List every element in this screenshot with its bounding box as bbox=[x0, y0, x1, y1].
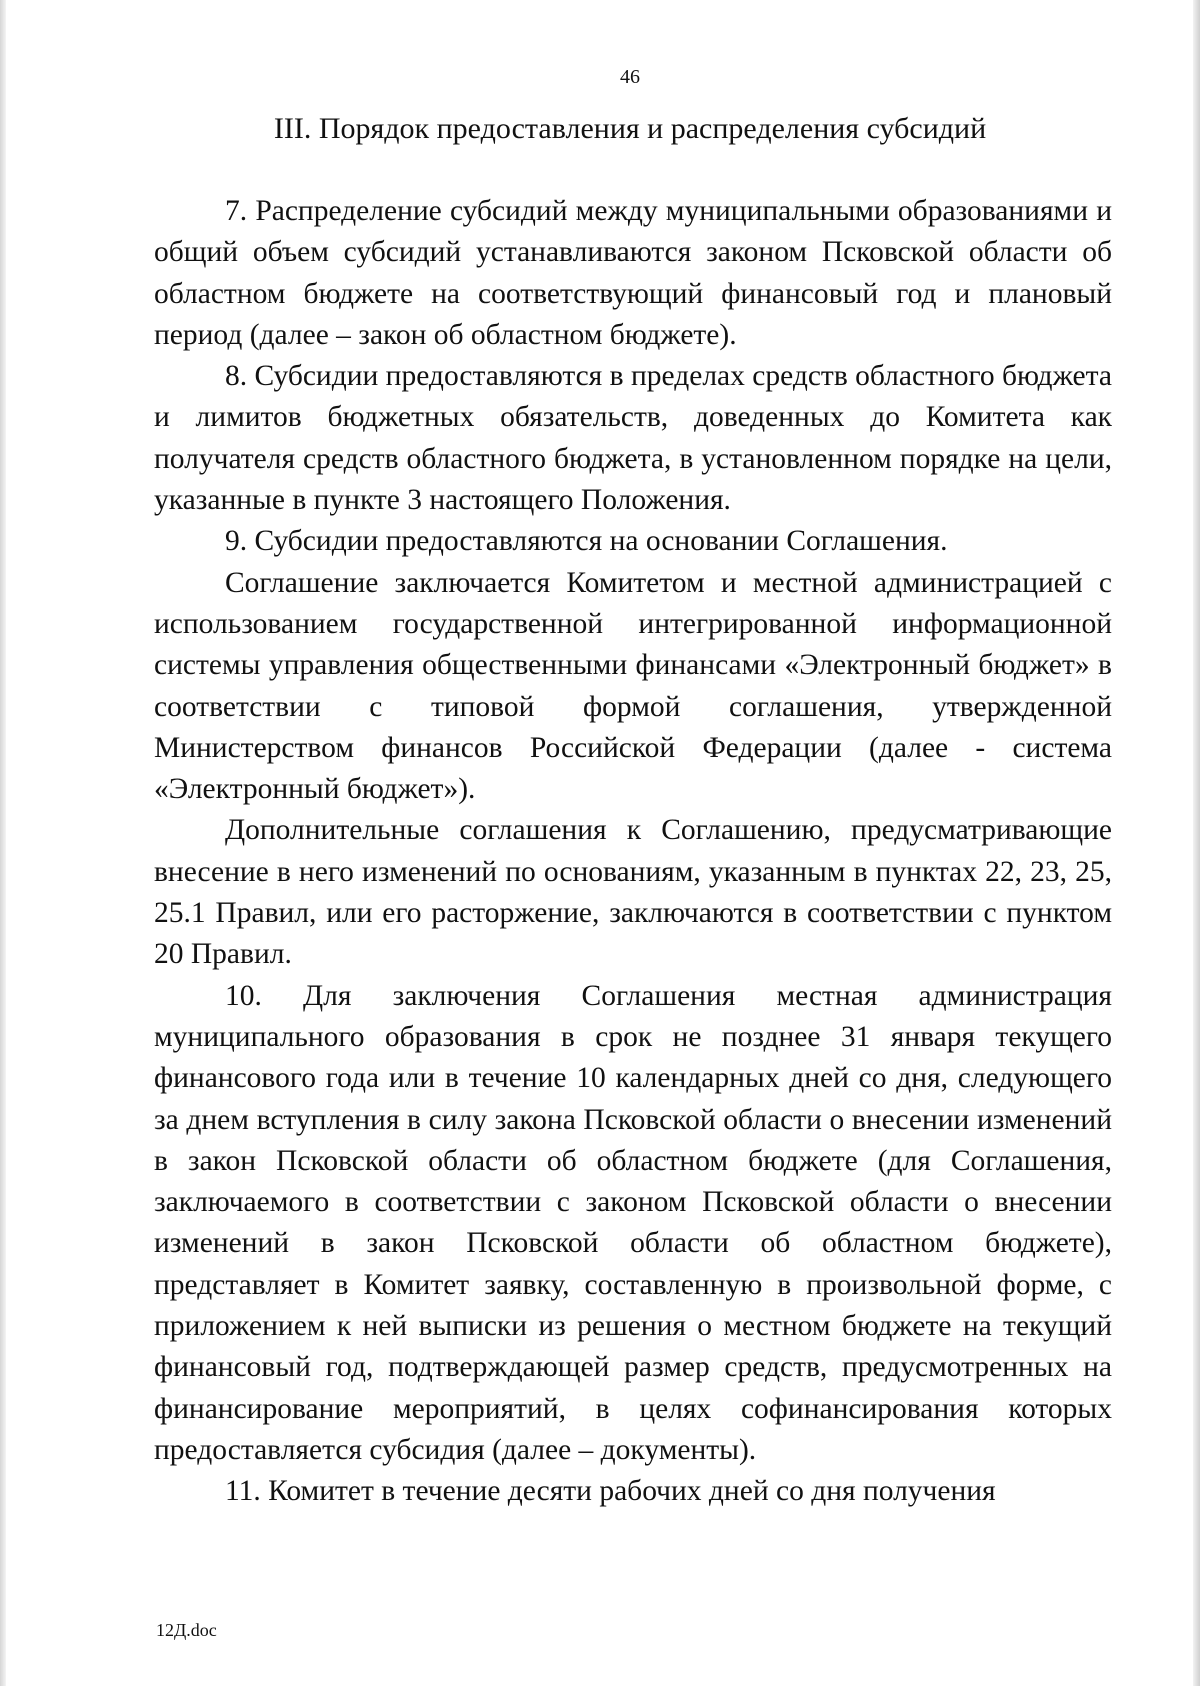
paragraph-agreement: Соглашение заключается Комитетом и местной администрацией с использованием государственной интегрированной информационной системы управления общественными финансами «Электронный бюджет» в соответствии с типовой формой соглашения, утвержденной Министерством финансов Российской Федерации (далее - система «Электронный бюджет»). bbox=[154, 566, 1112, 806]
paragraph-11: 11. Комитет в течение десяти рабочих дней со дня получения bbox=[225, 1475, 996, 1508]
paragraph-additional-agreements: Дополнительные соглашения к Соглашению, предусматривающие внесение в него изменений по основаниям, указанным в пунктах 22, 23, 25, 25.1 Правил, или его расторжение, заключаются в соответствии с пунктом 20 Правил. bbox=[154, 814, 1112, 971]
scan-edge-left bbox=[0, 0, 6, 1686]
paragraph-8: 8. Субсидии предоставляются в пределах средств областного бюджета и лимитов бюджетных обязательств, доведенных до Комитета как получателя средств областного бюджета, в установленном порядке на цели, указанные в пункте 3 настоящего Положения. bbox=[154, 360, 1112, 517]
page-number: 46 bbox=[620, 66, 640, 88]
document-body bbox=[154, 191, 1112, 1513]
paragraph-10: 10. Для заключения Соглашения местная администрация муниципального образования в срок не позднее 31 января текущего финансового года или в течение 10 календарных дней со дня, следующего за днем вступления в силу закона Псковской области о внесении изменений в закон Псковской области об областном бюджете (для Соглашения, заключаемого в соответствии с законом Псковской области о внесении изменений в закон Псковской области об областном бюджете), представляет в Комитет заявку, составленную в произвольной форме, с приложением к ней выписки из решения о местном бюджете на текущий финансовый год, подтверждающей размер средств, предусмотренных на финансирование мероприятий, в целях софинансирования которых предоставляется субсидия (далее – документы). bbox=[154, 979, 1112, 1466]
paragraph-9: 9. Субсидии предоставляются на основании Соглашения. bbox=[225, 525, 948, 558]
paragraph-7: 7. Распределение субсидий между муниципальными образованиями и общий объем субсидий устанавливаются законом Псковской области об областном бюджете на соответствующий финансовый год и плановый период (далее – закон об областном бюджете). bbox=[154, 195, 1112, 351]
section-heading: III. Порядок предоставления и распределения субсидий bbox=[273, 112, 987, 145]
scan-edge-right bbox=[1193, 0, 1200, 1686]
footer-filename: 12Д.doc bbox=[156, 1620, 217, 1640]
